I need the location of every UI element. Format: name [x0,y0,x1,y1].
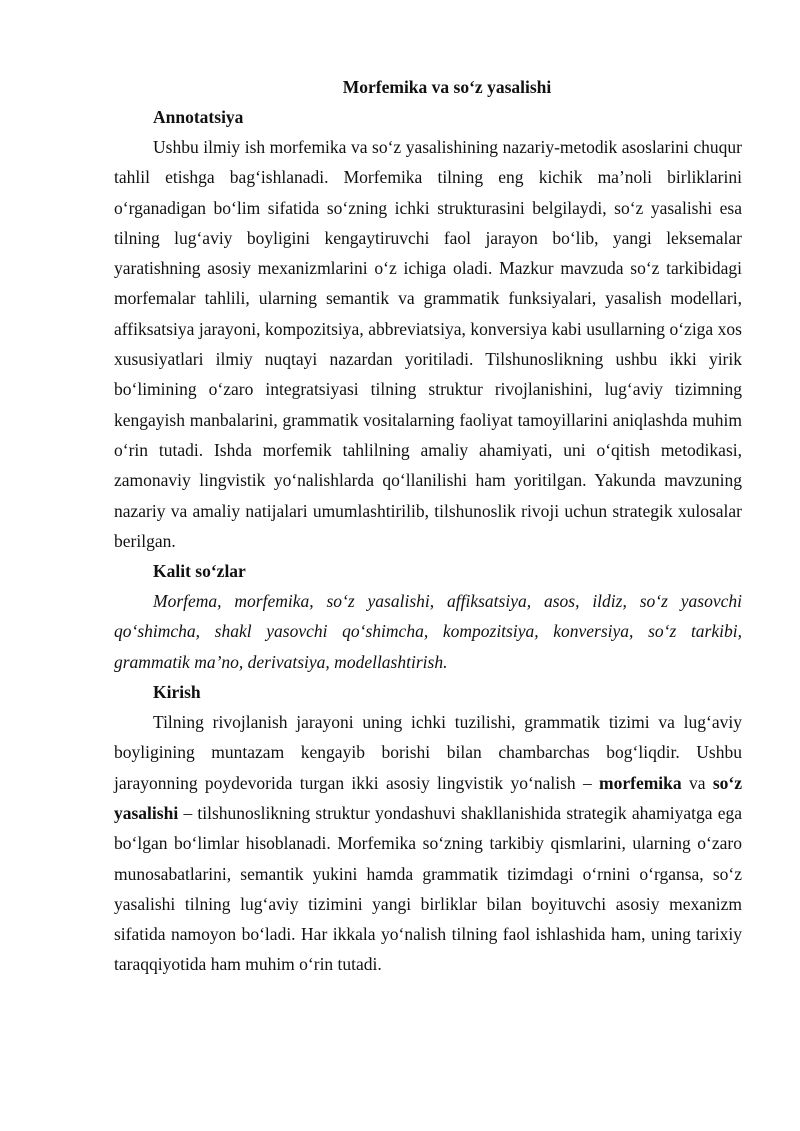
annotation-heading: Annotatsiya [153,107,244,127]
keywords-paragraph: Morfema, morfemika, so‘z yasalishi, affiksatsiya, asos, ildiz, so‘z yasovchi qo‘shimcha, shakl yasovchi qo‘shimcha, kompozitsiya, konversiya, so‘z tarkibi, grammatik ma’no, derivatsiya, modellashtirish. [114,591,742,672]
introduction-term-morfemika: morfemika [599,772,682,793]
introduction-paragraph [114,707,742,980]
document-title: Morfemika va so‘z yasalishi [342,77,552,97]
document-page [114,72,742,980]
annotation-paragraph: Ushbu ilmiy ish morfemika va so‘z yasalishining nazariy-metodik asoslarini chuqur tahlil etishga bag‘ishlanadi. Morfemika tilning eng kichik ma’noli birliklarini o‘rganadigan bo‘lim sifatida so‘zning ichki strukturasini belgilaydi, so‘z yasalishi esa tilning lug‘aviy boyligini kengaytiruvchi faol jarayon bo‘lib, yangi leksemalar yaratishning asosiy mexanizmlarini o‘z ichiga oladi. Mazkur mavzuda so‘z tarkibidagi morfemalar tahlili, ularning semantik va grammatik funksiyalari, yasalish modellari, affiksatsiya jarayoni, kompozitsiya, abbreviatsiya, konversiya kabi usullarning o‘ziga xos xususiyatlari ilmiy nuqtayi nazardan yoritiladi. Tilshunoslikning ushbu ikki yirik bo‘limining o‘zaro integratsiyasi tilning struktur rivojlanishini, lug‘aviy tizimning kengayish manbalarini, grammatik vositalarning faoliyat tamoyillarini aniqlashda muhim o‘rin tutadi. Ishda morfemik tahlilning amaliy ahamiyati, uni o‘qitish metodikasi, zamonaviy lingvistik yo‘nalishlarda qo‘llanilishi ham yoritilgan. Yakunda mavzuning nazariy va amaliy natijalari umumlashtirilib, tilshunoslik rivoji uchun strategik xulosalar berilgan. [114,137,742,551]
introduction-term-soz-yasalishi: so‘z yasalishi [114,772,742,823]
introduction-text-part1: Tilning rivojlanish jarayoni uning ichki tuzilishi, grammatik tizimi va lug‘aviy boyligining muntazam kengayib borishi bilan chambarchas bog‘liqdir. Ushbu jarayonning poydevorida turgan ikki asosiy lingvistik yo‘nalish – [114,712,742,793]
keywords-heading: Kalit so‘zlar [153,561,246,582]
introduction-text-part3: – tilshunoslikning struktur yondashuvi shakllanishida strategik ahamiyatga ega bo‘lgan bo‘limlar hisoblanadi. Morfemika so‘zning tarkibiy qismlarini, ularning o‘zaro munosabatlarini, semantik yukini hamda grammatik tizimdagi o‘rnini o‘rgansa, so‘z yasalishi tilning lug‘aviy tizimini yangi birliklar bilan boyituvchi asosiy mexanizm sifatida namoyon bo‘ladi. Har ikkala yo‘nalish tilning faol ishlashida ham, uning tarixiy taraqqiyotida ham muhim o‘rin tutadi. [114,802,743,975]
introduction-heading: Kirish [153,682,201,703]
introduction-text-part2: va [688,772,706,793]
